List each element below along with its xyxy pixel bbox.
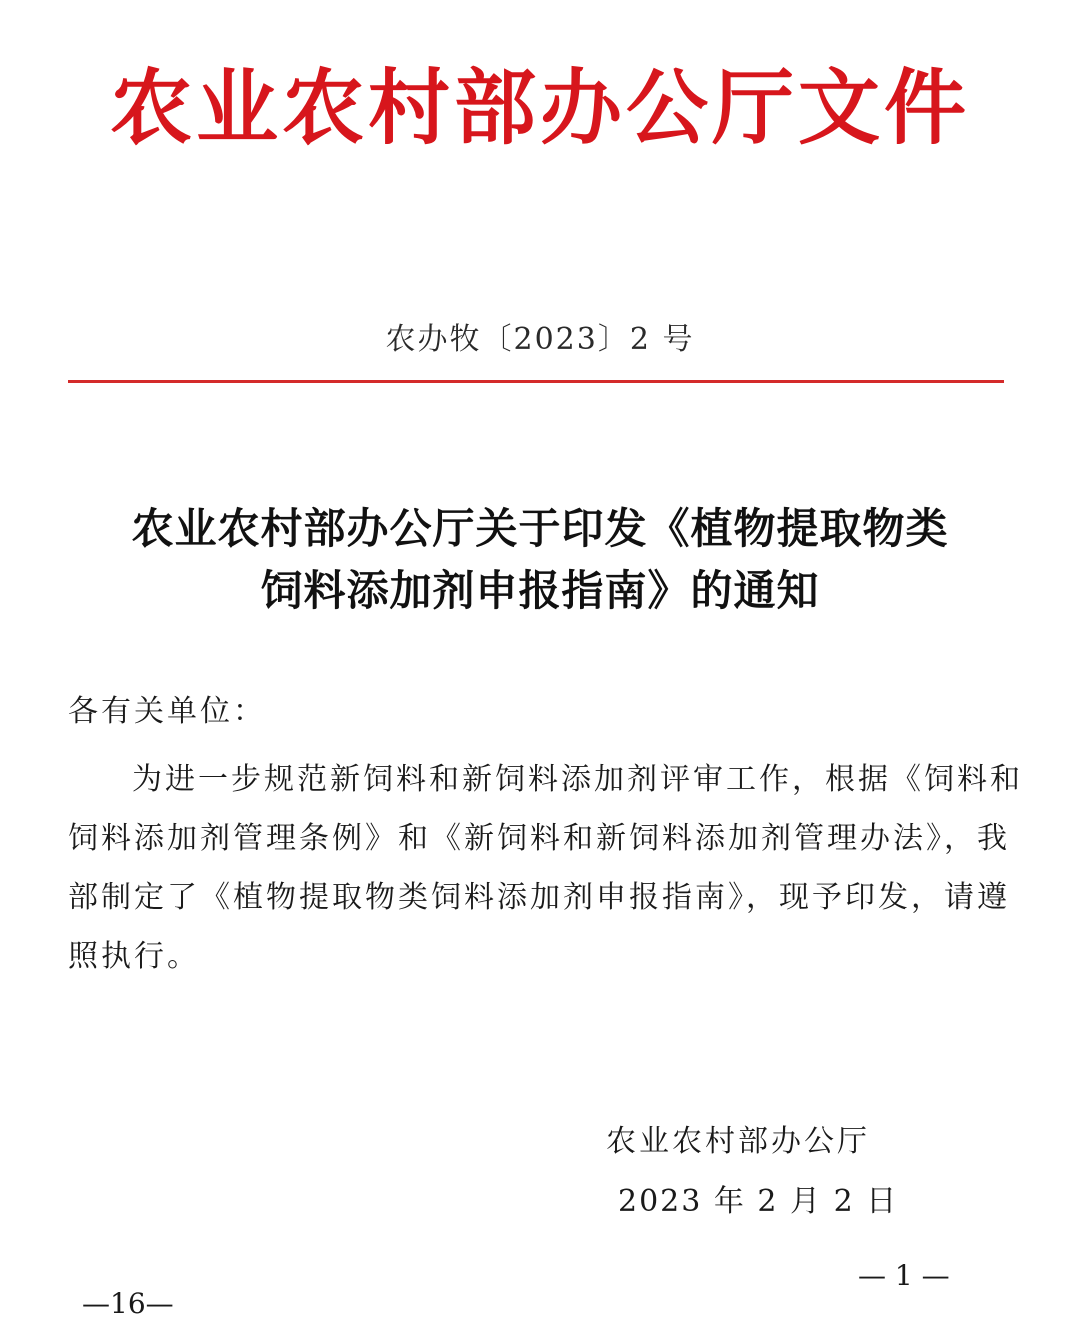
body-paragraph <box>68 750 1023 986</box>
salutation: 各有关单位： <box>68 694 266 729</box>
notice-title <box>0 498 1080 622</box>
body-line-3: 部制定了《植物提取物类饲料添加剂申报指南》，现予印发，请遵 <box>68 880 1010 915</box>
notice-title-line-1: 农业农村部办公厅关于印发《植物提取物类 <box>131 504 949 553</box>
page-number-left: —16— <box>82 1287 174 1320</box>
issue-date: 2023 年 2 月 2 日 <box>618 1184 899 1219</box>
body-line-4: 照执行。 <box>68 939 200 974</box>
page-number-right: — 1 — <box>858 1259 950 1292</box>
masthead-title: 农业农村部办公厅文件 <box>109 60 970 156</box>
notice-title-line-2: 饲料添加剂申报指南》的通知 <box>260 566 820 615</box>
document-number: 农办牧〔2023〕2 号 <box>385 322 695 357</box>
issuing-office: 农业农村部办公厅 <box>606 1124 870 1159</box>
body-line-1: 为进一步规范新饲料和新饲料添加剂评审工作，根据《饲料和 <box>132 762 1023 797</box>
body-line-2: 饲料添加剂管理条例》和《新饲料和新饲料添加剂管理办法》，我 <box>68 821 1010 856</box>
red-divider <box>68 380 1004 383</box>
